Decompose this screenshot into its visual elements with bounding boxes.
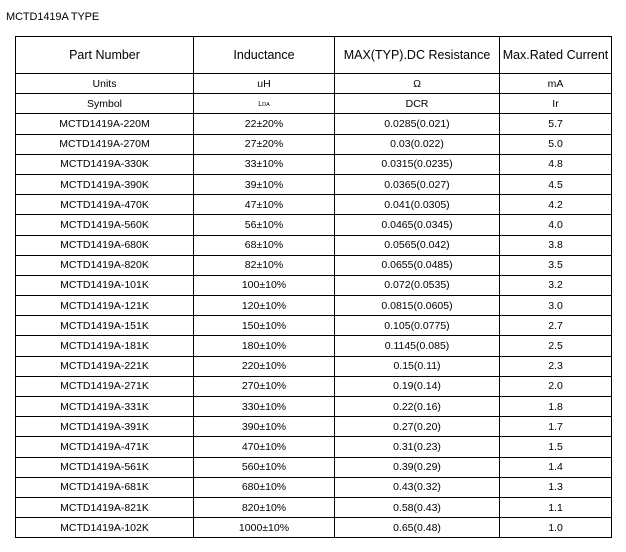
rated-current-cell: 5.7 (500, 114, 612, 134)
dc-resistance-cell: 0.0365(0.027) (335, 174, 500, 194)
table-row (16, 195, 612, 215)
dc-resistance-cell: 0.0315(0.0235) (335, 154, 500, 174)
dc-resistance-cell: 0.03(0.022) (335, 134, 500, 154)
inductance-cell: 220±10% (194, 356, 335, 376)
part-number-cell: MCTD1419A-470K (16, 195, 194, 215)
symbol-row (16, 94, 612, 114)
part-number-cell: MCTD1419A-820K (16, 255, 194, 275)
part-number-cell: MCTD1419A-560K (16, 215, 194, 235)
table-row (16, 518, 612, 538)
table-row (16, 417, 612, 437)
rated-current-cell: 4.0 (500, 215, 612, 235)
table-row (16, 174, 612, 194)
inductance-cell: 330±10% (194, 397, 335, 417)
symbol-inductance-subscript: DA (262, 101, 270, 108)
part-number-cell: MCTD1419A-471K (16, 437, 194, 457)
part-number-cell: MCTD1419A-101K (16, 275, 194, 295)
units-current: mA (500, 74, 612, 94)
rated-current-cell: 4.2 (500, 195, 612, 215)
part-number-cell: MCTD1419A-391K (16, 417, 194, 437)
dc-resistance-cell: 0.39(0.29) (335, 457, 500, 477)
table-row (16, 316, 612, 336)
header-rated-current: Max.Rated Current (500, 37, 612, 74)
part-number-cell: MCTD1419A-221K (16, 356, 194, 376)
part-number-cell: MCTD1419A-121K (16, 296, 194, 316)
inductance-cell: 39±10% (194, 174, 335, 194)
table-row (16, 154, 612, 174)
part-number-cell: MCTD1419A-561K (16, 457, 194, 477)
dc-resistance-cell: 0.58(0.43) (335, 497, 500, 517)
inductance-cell: 120±10% (194, 296, 335, 316)
dc-resistance-cell: 0.0565(0.042) (335, 235, 500, 255)
inductance-cell: 27±20% (194, 134, 335, 154)
dc-resistance-cell: 0.27(0.20) (335, 417, 500, 437)
units-label: Units (16, 74, 194, 94)
rated-current-cell: 1.1 (500, 497, 612, 517)
inductor-spec-table (15, 36, 612, 538)
table-row (16, 275, 612, 295)
inductance-cell: 820±10% (194, 497, 335, 517)
rated-current-cell: 3.0 (500, 296, 612, 316)
rated-current-cell: 3.2 (500, 275, 612, 295)
inductance-cell: 270±10% (194, 376, 335, 396)
document-title: MCTD1419A TYPE (6, 11, 100, 23)
table-row (16, 296, 612, 316)
inductance-cell: 47±10% (194, 195, 335, 215)
part-number-cell: MCTD1419A-220M (16, 114, 194, 134)
dc-resistance-cell: 0.31(0.23) (335, 437, 500, 457)
header-dc-resistance: MAX(TYP).DC Resistance (335, 37, 500, 74)
dc-resistance-cell: 0.15(0.11) (335, 356, 500, 376)
dc-resistance-cell: 0.0655(0.0485) (335, 255, 500, 275)
table-row (16, 457, 612, 477)
rated-current-cell: 5.0 (500, 134, 612, 154)
table-row (16, 497, 612, 517)
inductance-cell: 68±10% (194, 235, 335, 255)
units-row (16, 74, 612, 94)
header-row (16, 37, 612, 74)
inductance-cell: 100±10% (194, 275, 335, 295)
part-number-cell: MCTD1419A-821K (16, 497, 194, 517)
dc-resistance-cell: 0.072(0.0535) (335, 275, 500, 295)
table-row (16, 336, 612, 356)
part-number-cell: MCTD1419A-681K (16, 477, 194, 497)
table-body (16, 74, 612, 538)
table-row (16, 235, 612, 255)
table-row (16, 255, 612, 275)
table-row (16, 114, 612, 134)
symbol-inductance (194, 94, 335, 114)
part-number-cell: MCTD1419A-680K (16, 235, 194, 255)
rated-current-cell: 1.5 (500, 437, 612, 457)
rated-current-cell: 1.0 (500, 518, 612, 538)
dc-resistance-cell: 0.43(0.32) (335, 477, 500, 497)
units-inductance: uH (194, 74, 335, 94)
part-number-cell: MCTD1419A-270M (16, 134, 194, 154)
inductance-cell: 560±10% (194, 457, 335, 477)
part-number-cell: MCTD1419A-151K (16, 316, 194, 336)
inductance-cell: 150±10% (194, 316, 335, 336)
table-row (16, 356, 612, 376)
inductance-cell: 470±10% (194, 437, 335, 457)
inductance-cell: 180±10% (194, 336, 335, 356)
inductance-cell: 680±10% (194, 477, 335, 497)
rated-current-cell: 2.0 (500, 376, 612, 396)
rated-current-cell: 2.5 (500, 336, 612, 356)
table-row (16, 437, 612, 457)
part-number-cell: MCTD1419A-102K (16, 518, 194, 538)
rated-current-cell: 4.8 (500, 154, 612, 174)
dc-resistance-cell: 0.19(0.14) (335, 376, 500, 396)
dc-resistance-cell: 0.105(0.0775) (335, 316, 500, 336)
units-resistance: Ω (335, 74, 500, 94)
rated-current-cell: 1.4 (500, 457, 612, 477)
symbol-resistance: DCR (335, 94, 500, 114)
part-number-cell: MCTD1419A-271K (16, 376, 194, 396)
inductance-cell: 22±20% (194, 114, 335, 134)
part-number-cell: MCTD1419A-390K (16, 174, 194, 194)
part-number-cell: MCTD1419A-330K (16, 154, 194, 174)
part-number-cell: MCTD1419A-181K (16, 336, 194, 356)
symbol-label: Symbol (16, 94, 194, 114)
rated-current-cell: 2.7 (500, 316, 612, 336)
table-row (16, 397, 612, 417)
inductance-cell: 390±10% (194, 417, 335, 437)
rated-current-cell: 1.3 (500, 477, 612, 497)
header-part-number: Part Number (16, 37, 194, 74)
rated-current-cell: 2.3 (500, 356, 612, 376)
table-row (16, 134, 612, 154)
inductance-cell: 56±10% (194, 215, 335, 235)
rated-current-cell: 1.7 (500, 417, 612, 437)
rated-current-cell: 4.5 (500, 174, 612, 194)
table-row (16, 215, 612, 235)
symbol-current: Ir (500, 94, 612, 114)
inductance-cell: 1000±10% (194, 518, 335, 538)
dc-resistance-cell: 0.0815(0.0605) (335, 296, 500, 316)
dc-resistance-cell: 0.65(0.48) (335, 518, 500, 538)
header-inductance: Inductance (194, 37, 335, 74)
inductance-cell: 82±10% (194, 255, 335, 275)
table-row (16, 376, 612, 396)
rated-current-cell: 3.5 (500, 255, 612, 275)
rated-current-cell: 1.8 (500, 397, 612, 417)
dc-resistance-cell: 0.1145(0.085) (335, 336, 500, 356)
rated-current-cell: 3.8 (500, 235, 612, 255)
dc-resistance-cell: 0.22(0.16) (335, 397, 500, 417)
inductance-cell: 33±10% (194, 154, 335, 174)
dc-resistance-cell: 0.041(0.0305) (335, 195, 500, 215)
dc-resistance-cell: 0.0465(0.0345) (335, 215, 500, 235)
part-number-cell: MCTD1419A-331K (16, 397, 194, 417)
symbol-inductance-letter: L (258, 100, 263, 108)
dc-resistance-cell: 0.0285(0.021) (335, 114, 500, 134)
table-row (16, 477, 612, 497)
